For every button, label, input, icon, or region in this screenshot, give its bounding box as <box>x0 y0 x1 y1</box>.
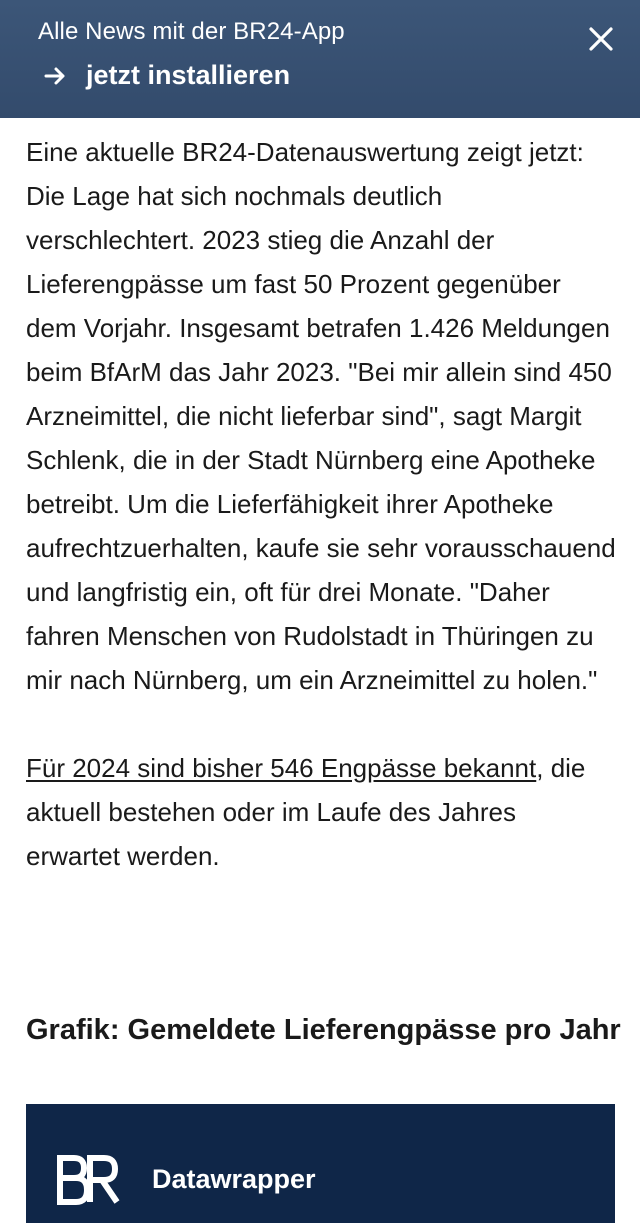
article-paragraph: Eine aktuelle BR24-Datenauswertung zeigt jetzt: Die Lage hat sich nochmals deutlich verschlechtert. 2023 stieg die Anzahl der Lieferengpässe um fast 50 Prozent gegenüber dem Vorjahr. Insgesamt betrafen 1.426 Meldungen beim BfArM das Jahr 2023. "Bei mir allein sind 450 Arzneimittel, die nicht lieferbar sind", sagt Margit Schlenk, die in der Stadt Nürnberg eine Apotheke betreibt. Um die Lieferfähigkeit ihrer Apotheke aufrechtzuerhalten, kaufe sie sehr vorausschauend und langfristig ein, oft für drei Monate. "Daher fahren Menschen von Rudolstadt in Thüringen zu mir nach Nürnberg, um ein Arzneimittel zu holen." <box>26 137 616 695</box>
article-body <box>26 130 616 878</box>
paragraph-text: , die aktuell bestehen oder im Laufe des Jahres erwartet werden. <box>26 753 586 871</box>
app-install-banner <box>0 0 640 118</box>
install-app-label: jetzt installieren <box>86 60 291 90</box>
engpaesse-2024-link[interactable]: Für 2024 sind bisher 546 Engpässe bekannt <box>26 753 537 783</box>
datawrapper-label: Datawrapper <box>152 1164 316 1194</box>
arrow-right-icon <box>44 65 66 87</box>
datawrapper-embed <box>26 1104 615 1223</box>
br-logo <box>56 1154 120 1206</box>
install-app-link[interactable] <box>44 60 290 91</box>
banner-title: Alle News mit der BR24-App <box>38 18 345 45</box>
graphic-heading: Grafik: Gemeldete Lieferengpässe pro Jahr <box>26 1014 621 1046</box>
close-icon[interactable] <box>588 26 614 52</box>
article-paragraph <box>26 746 616 878</box>
